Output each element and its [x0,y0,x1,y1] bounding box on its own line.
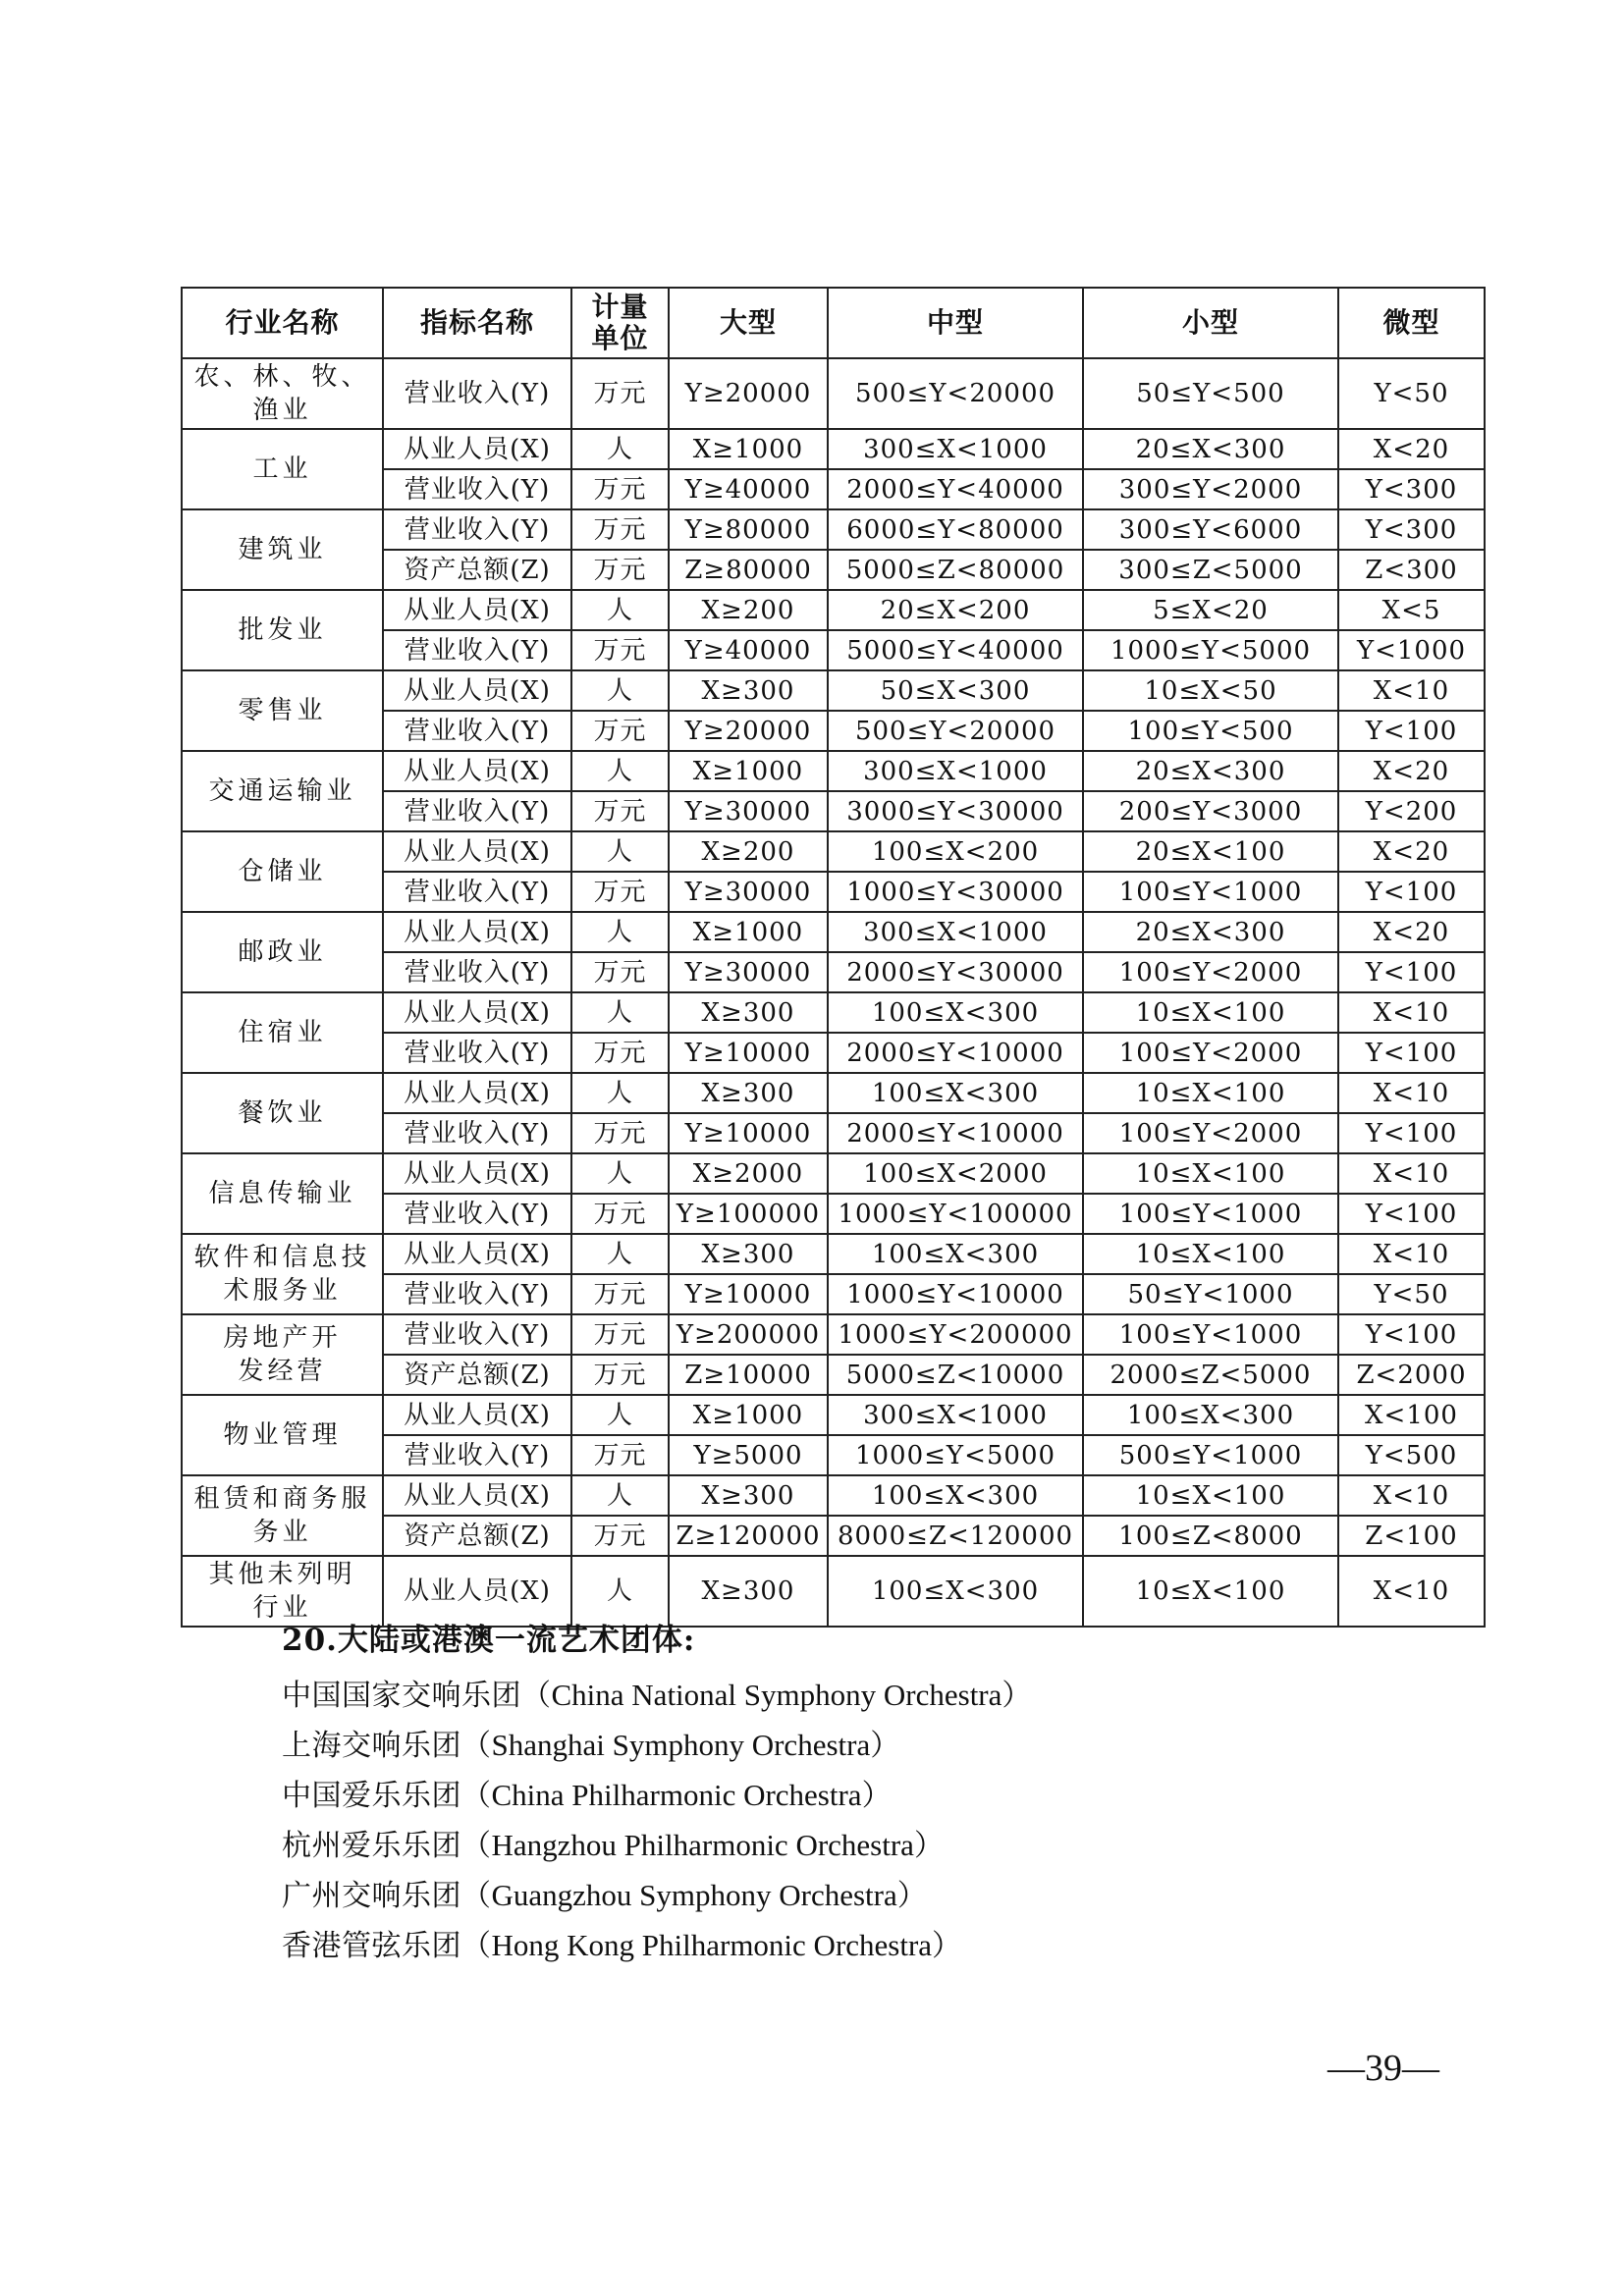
industry-name-cell [182,912,383,992]
large-cell: Y≥10000 [669,1033,828,1073]
unit-cell: 万元 [571,1435,669,1475]
table-row [182,831,1485,872]
org-list-item [282,1671,1460,1721]
indicator-cell: 资产总额(Z) [383,1355,571,1395]
indicator-cell: 营业收入(Y) [383,630,571,670]
large-cell: Y≥80000 [669,509,828,550]
industry-name-line: 零售业 [238,696,327,725]
micro-cell: X<10 [1338,1153,1485,1194]
header-unit-line2: 单位 [591,322,649,354]
medium-cell: 6000≤Y<80000 [828,509,1083,550]
industry-name-line: 住宿业 [238,1018,327,1047]
large-cell: Y≥30000 [669,791,828,831]
industry-name-cell [182,831,383,912]
medium-cell: 300≤X<1000 [828,751,1083,791]
table-row [182,358,1485,429]
unit-cell: 万元 [571,630,669,670]
small-cell: 10≤X<100 [1083,1073,1338,1113]
unit-cell: 万元 [571,1194,669,1234]
industry-name-line: 建筑业 [238,535,327,564]
industry-name-line: 渔业 [252,396,312,425]
medium-cell: 100≤X<300 [828,1234,1083,1274]
micro-cell: Y<1000 [1338,630,1485,670]
micro-cell: X<20 [1338,831,1485,872]
indicator-cell: 营业收入(Y) [383,509,571,550]
small-cell: 200≤Y<3000 [1083,791,1338,831]
small-cell: 20≤X<100 [1083,831,1338,872]
header-unit [571,288,669,358]
indicator-cell: 从业人员(X) [383,429,571,469]
unit-cell: 人 [571,590,669,630]
unit-cell: 万元 [571,711,669,751]
industry-name-cell [182,358,383,429]
medium-cell: 500≤Y<20000 [828,711,1083,751]
unit-cell: 人 [571,831,669,872]
unit-cell: 人 [571,1556,669,1627]
small-cell: 300≤Y<2000 [1083,469,1338,509]
industry-name-line: 房地产开 [223,1323,342,1353]
industry-name-cell [182,992,383,1073]
small-cell: 50≤Y<500 [1083,358,1338,429]
small-cell: 20≤X<300 [1083,751,1338,791]
industry-name-line: 术服务业 [223,1276,342,1306]
medium-cell: 2000≤Y<40000 [828,469,1083,509]
large-cell: Y≥30000 [669,952,828,992]
large-cell: Y≥40000 [669,469,828,509]
indicator-cell: 从业人员(X) [383,912,571,952]
header-small: 小型 [1083,288,1338,358]
indicator-cell: 营业收入(Y) [383,1033,571,1073]
indicator-cell: 从业人员(X) [383,1475,571,1516]
unit-cell: 万元 [571,1113,669,1153]
unit-cell: 人 [571,1073,669,1113]
indicator-cell: 资产总额(Z) [383,550,571,590]
micro-cell: Y<100 [1338,711,1485,751]
small-cell: 100≤X<300 [1083,1395,1338,1435]
indicator-cell: 营业收入(Y) [383,791,571,831]
small-cell: 100≤Y<1000 [1083,1194,1338,1234]
micro-cell: X<10 [1338,1073,1485,1113]
indicator-cell: 从业人员(X) [383,992,571,1033]
header-industry: 行业名称 [182,288,383,358]
section-title: 20.大陆或港澳一流艺术团体: [282,1623,696,1658]
medium-cell: 100≤X<2000 [828,1153,1083,1194]
industry-name-cell [182,670,383,751]
medium-cell: 500≤Y<20000 [828,358,1083,429]
unit-cell: 万元 [571,1355,669,1395]
unit-cell: 人 [571,751,669,791]
medium-cell: 1000≤Y<10000 [828,1274,1083,1314]
table-body [182,358,1485,1627]
small-cell: 2000≤Z<5000 [1083,1355,1338,1395]
org-list [282,1671,1460,1971]
micro-cell: X<20 [1338,429,1485,469]
paren-open: （ [461,1779,492,1813]
unit-cell: 万元 [571,1033,669,1073]
header-indicator: 指标名称 [383,288,571,358]
industry-name-line: 其他未列明 [208,1560,356,1589]
micro-cell: Z<2000 [1338,1355,1485,1395]
micro-cell: X<10 [1338,1475,1485,1516]
paren-close: ） [896,1879,928,1913]
indicator-cell: 营业收入(Y) [383,872,571,912]
indicator-cell: 营业收入(Y) [383,952,571,992]
medium-cell: 300≤X<1000 [828,429,1083,469]
indicator-cell: 从业人员(X) [383,1395,571,1435]
small-cell: 10≤X<100 [1083,1475,1338,1516]
table-header-row [182,288,1485,358]
unit-cell: 万元 [571,1314,669,1355]
medium-cell: 100≤X<300 [828,1475,1083,1516]
large-cell: X≥2000 [669,1153,828,1194]
unit-cell: 人 [571,1395,669,1435]
large-cell: Y≥10000 [669,1113,828,1153]
indicator-cell: 从业人员(X) [383,590,571,630]
large-cell: Y≥5000 [669,1435,828,1475]
small-cell: 100≤Y<2000 [1083,952,1338,992]
unit-cell: 万元 [571,469,669,509]
micro-cell: Y<300 [1338,509,1485,550]
paren-close: ） [932,1929,962,1963]
unit-cell: 人 [571,1475,669,1516]
industry-name-line: 仓储业 [238,857,327,886]
unit-cell: 人 [571,912,669,952]
industry-name-line: 租赁和商务服 [193,1484,371,1514]
unit-cell: 万元 [571,550,669,590]
industry-name-line: 邮政业 [238,937,327,967]
industry-name-line: 发经营 [238,1357,327,1386]
industry-name-cell [182,1153,383,1234]
medium-cell: 300≤X<1000 [828,912,1083,952]
org-chinese-name: 杭州爱乐乐团 [282,1829,461,1863]
large-cell: Y≥100000 [669,1194,828,1234]
medium-cell: 1000≤Y<100000 [828,1194,1083,1234]
table-row [182,751,1485,791]
org-chinese-name: 上海交响乐团 [282,1729,461,1763]
small-cell: 1000≤Y<5000 [1083,630,1338,670]
org-list-item [282,1821,1460,1871]
indicator-cell: 从业人员(X) [383,1556,571,1627]
small-cell: 100≤Y<1000 [1083,1314,1338,1355]
industry-name-line: 信息传输业 [208,1179,356,1208]
medium-cell: 1000≤Y<30000 [828,872,1083,912]
paren-open: （ [461,1729,492,1763]
large-cell: X≥200 [669,831,828,872]
medium-cell: 300≤X<1000 [828,1395,1083,1435]
org-english-name: China National Symphony Orchestra [551,1678,1002,1712]
indicator-cell: 营业收入(Y) [383,358,571,429]
industry-name-cell [182,1475,383,1556]
org-chinese-name: 中国爱乐乐团 [282,1779,461,1813]
medium-cell: 2000≤Y<10000 [828,1113,1083,1153]
small-cell: 5≤X<20 [1083,590,1338,630]
industry-name-line: 行业 [252,1593,312,1623]
indicator-cell: 从业人员(X) [383,1073,571,1113]
medium-cell: 2000≤Y<30000 [828,952,1083,992]
industry-name-cell [182,590,383,670]
large-cell: X≥200 [669,590,828,630]
unit-cell: 万元 [571,872,669,912]
large-cell: Y≥40000 [669,630,828,670]
medium-cell: 8000≤Z<120000 [828,1516,1083,1556]
indicator-cell: 从业人员(X) [383,831,571,872]
micro-cell: X<10 [1338,1556,1485,1627]
micro-cell: Y<100 [1338,1033,1485,1073]
large-cell: X≥1000 [669,429,828,469]
small-cell: 10≤X<100 [1083,1153,1338,1194]
micro-cell: X<5 [1338,590,1485,630]
small-cell: 20≤X<300 [1083,912,1338,952]
industry-name-line: 农、林、牧、 [193,362,371,392]
table-row [182,509,1485,550]
medium-cell: 100≤X<300 [828,992,1083,1033]
enterprise-size-table [181,287,1486,1628]
large-cell: X≥300 [669,670,828,711]
large-cell: Z≥80000 [669,550,828,590]
industry-name-line: 交通运输业 [208,776,356,806]
paren-open: （ [521,1679,552,1713]
indicator-cell: 从业人员(X) [383,751,571,791]
industry-name-cell [182,1314,383,1395]
small-cell: 10≤X<100 [1083,1234,1338,1274]
medium-cell: 5000≤Z<80000 [828,550,1083,590]
unit-cell: 人 [571,1153,669,1194]
small-cell: 20≤X<300 [1083,429,1338,469]
org-chinese-name: 香港管弦乐团 [282,1929,461,1963]
unit-cell: 万元 [571,1274,669,1314]
paren-open: （ [461,1929,492,1963]
medium-cell: 100≤X<200 [828,831,1083,872]
enterprise-size-table-wrapper [181,287,1484,1628]
indicator-cell: 从业人员(X) [383,1234,571,1274]
small-cell: 100≤Y<2000 [1083,1113,1338,1153]
industry-name-line: 批发业 [238,615,327,645]
large-cell: X≥300 [669,992,828,1033]
large-cell: Y≥30000 [669,872,828,912]
medium-cell: 1000≤Y<200000 [828,1314,1083,1355]
micro-cell: Y<100 [1338,1194,1485,1234]
large-cell: Y≥200000 [669,1314,828,1355]
header-medium: 中型 [828,288,1083,358]
micro-cell: X<10 [1338,1234,1485,1274]
industry-name-line: 务业 [252,1518,312,1547]
unit-cell: 人 [571,670,669,711]
org-english-name: Hangzhou Philharmonic Orchestra [491,1828,914,1862]
industry-name-cell [182,1073,383,1153]
micro-cell: Z<100 [1338,1516,1485,1556]
medium-cell: 1000≤Y<5000 [828,1435,1083,1475]
medium-cell: 2000≤Y<10000 [828,1033,1083,1073]
micro-cell: Y<300 [1338,469,1485,509]
table-row [182,912,1485,952]
large-cell: Y≥20000 [669,711,828,751]
large-cell: Z≥120000 [669,1516,828,1556]
micro-cell: Y<100 [1338,952,1485,992]
small-cell: 10≤X<50 [1083,670,1338,711]
table-row [182,1234,1485,1274]
industry-name-line: 物业管理 [223,1420,342,1450]
industry-name-cell [182,509,383,590]
indicator-cell: 营业收入(Y) [383,469,571,509]
org-list-item [282,1721,1460,1771]
unit-cell: 万元 [571,509,669,550]
industry-name-cell [182,1395,383,1475]
unit-cell: 万元 [571,952,669,992]
small-cell: 100≤Y<1000 [1083,872,1338,912]
small-cell: 100≤Y<2000 [1083,1033,1338,1073]
indicator-cell: 从业人员(X) [383,670,571,711]
micro-cell: Y<50 [1338,1274,1485,1314]
industry-name-cell [182,1234,383,1314]
header-unit-line1: 计量 [591,291,649,323]
indicator-cell: 营业收入(Y) [383,1274,571,1314]
micro-cell: X<20 [1338,751,1485,791]
unit-cell: 万元 [571,1516,669,1556]
header-large: 大型 [669,288,828,358]
micro-cell: X<10 [1338,670,1485,711]
paren-close: ） [913,1829,945,1863]
industry-name-line: 餐饮业 [238,1098,327,1128]
medium-cell: 20≤X<200 [828,590,1083,630]
page-number: —39— [1327,2048,1439,2089]
large-cell: X≥300 [669,1073,828,1113]
micro-cell: Y<100 [1338,1113,1485,1153]
large-cell: X≥1000 [669,751,828,791]
indicator-cell: 营业收入(Y) [383,1435,571,1475]
large-cell: Y≥10000 [669,1274,828,1314]
table-row [182,1153,1485,1194]
medium-cell: 100≤X<300 [828,1556,1083,1627]
org-list-item [282,1921,1460,1971]
org-chinese-name: 广州交响乐团 [282,1879,461,1913]
micro-cell: Y<200 [1338,791,1485,831]
table-row [182,1073,1485,1113]
org-english-name: Hong Kong Philharmonic Orchestra [491,1928,933,1962]
small-cell: 10≤X<100 [1083,1556,1338,1627]
micro-cell: Y<50 [1338,358,1485,429]
small-cell: 300≤Y<6000 [1083,509,1338,550]
paren-open: （ [461,1879,492,1913]
indicator-cell: 资产总额(Z) [383,1516,571,1556]
medium-cell: 5000≤Y<40000 [828,630,1083,670]
medium-cell: 100≤X<300 [828,1073,1083,1113]
small-cell: 100≤Z<8000 [1083,1516,1338,1556]
industry-name-cell [182,751,383,831]
micro-cell: X<100 [1338,1395,1485,1435]
large-cell: X≥300 [669,1234,828,1274]
industry-name-cell [182,429,383,509]
indicator-cell: 从业人员(X) [383,1153,571,1194]
large-cell: Y≥20000 [669,358,828,429]
org-english-name: China Philharmonic Orchestra [491,1778,862,1812]
large-cell: X≥1000 [669,912,828,952]
large-cell: X≥300 [669,1475,828,1516]
org-list-item [282,1871,1460,1921]
org-english-name: Guangzhou Symphony Orchestra [491,1878,897,1912]
small-cell: 10≤X<100 [1083,992,1338,1033]
unit-cell: 人 [571,1234,669,1274]
table-row [182,670,1485,711]
table-row [182,429,1485,469]
medium-cell: 3000≤Y<30000 [828,791,1083,831]
unit-cell: 万元 [571,791,669,831]
micro-cell: X<20 [1338,912,1485,952]
paren-close: ） [870,1729,900,1763]
micro-cell: X<10 [1338,992,1485,1033]
header-micro: 微型 [1338,288,1485,358]
micro-cell: Y<500 [1338,1435,1485,1475]
small-cell: 50≤Y<1000 [1083,1274,1338,1314]
industry-name-line: 工业 [252,454,312,484]
unit-cell: 人 [571,429,669,469]
small-cell: 500≤Y<1000 [1083,1435,1338,1475]
unit-cell: 人 [571,992,669,1033]
table-row [182,1395,1485,1435]
table-row [182,590,1485,630]
small-cell: 300≤Z<5000 [1083,550,1338,590]
indicator-cell: 营业收入(Y) [383,1314,571,1355]
medium-cell: 50≤X<300 [828,670,1083,711]
micro-cell: Y<100 [1338,1314,1485,1355]
table-row [182,1314,1485,1355]
paren-close: ） [861,1779,893,1813]
large-cell: Z≥10000 [669,1355,828,1395]
org-list-item [282,1771,1460,1821]
indicator-cell: 营业收入(Y) [383,1194,571,1234]
industry-name-line: 软件和信息技 [193,1243,371,1272]
table-row [182,1475,1485,1516]
micro-cell: Z<300 [1338,550,1485,590]
paren-close: ） [1001,1679,1032,1713]
large-cell: X≥300 [669,1556,828,1627]
medium-cell: 5000≤Z<10000 [828,1355,1083,1395]
small-cell: 100≤Y<500 [1083,711,1338,751]
unit-cell: 万元 [571,358,669,429]
table-row [182,992,1485,1033]
paren-open: （ [461,1829,492,1863]
large-cell: X≥1000 [669,1395,828,1435]
art-groups-section [282,1615,1460,1971]
micro-cell: Y<100 [1338,872,1485,912]
org-english-name: Shanghai Symphony Orchestra [491,1728,871,1762]
org-chinese-name: 中国国家交响乐团 [282,1679,521,1713]
indicator-cell: 营业收入(Y) [383,1113,571,1153]
indicator-cell: 营业收入(Y) [383,711,571,751]
